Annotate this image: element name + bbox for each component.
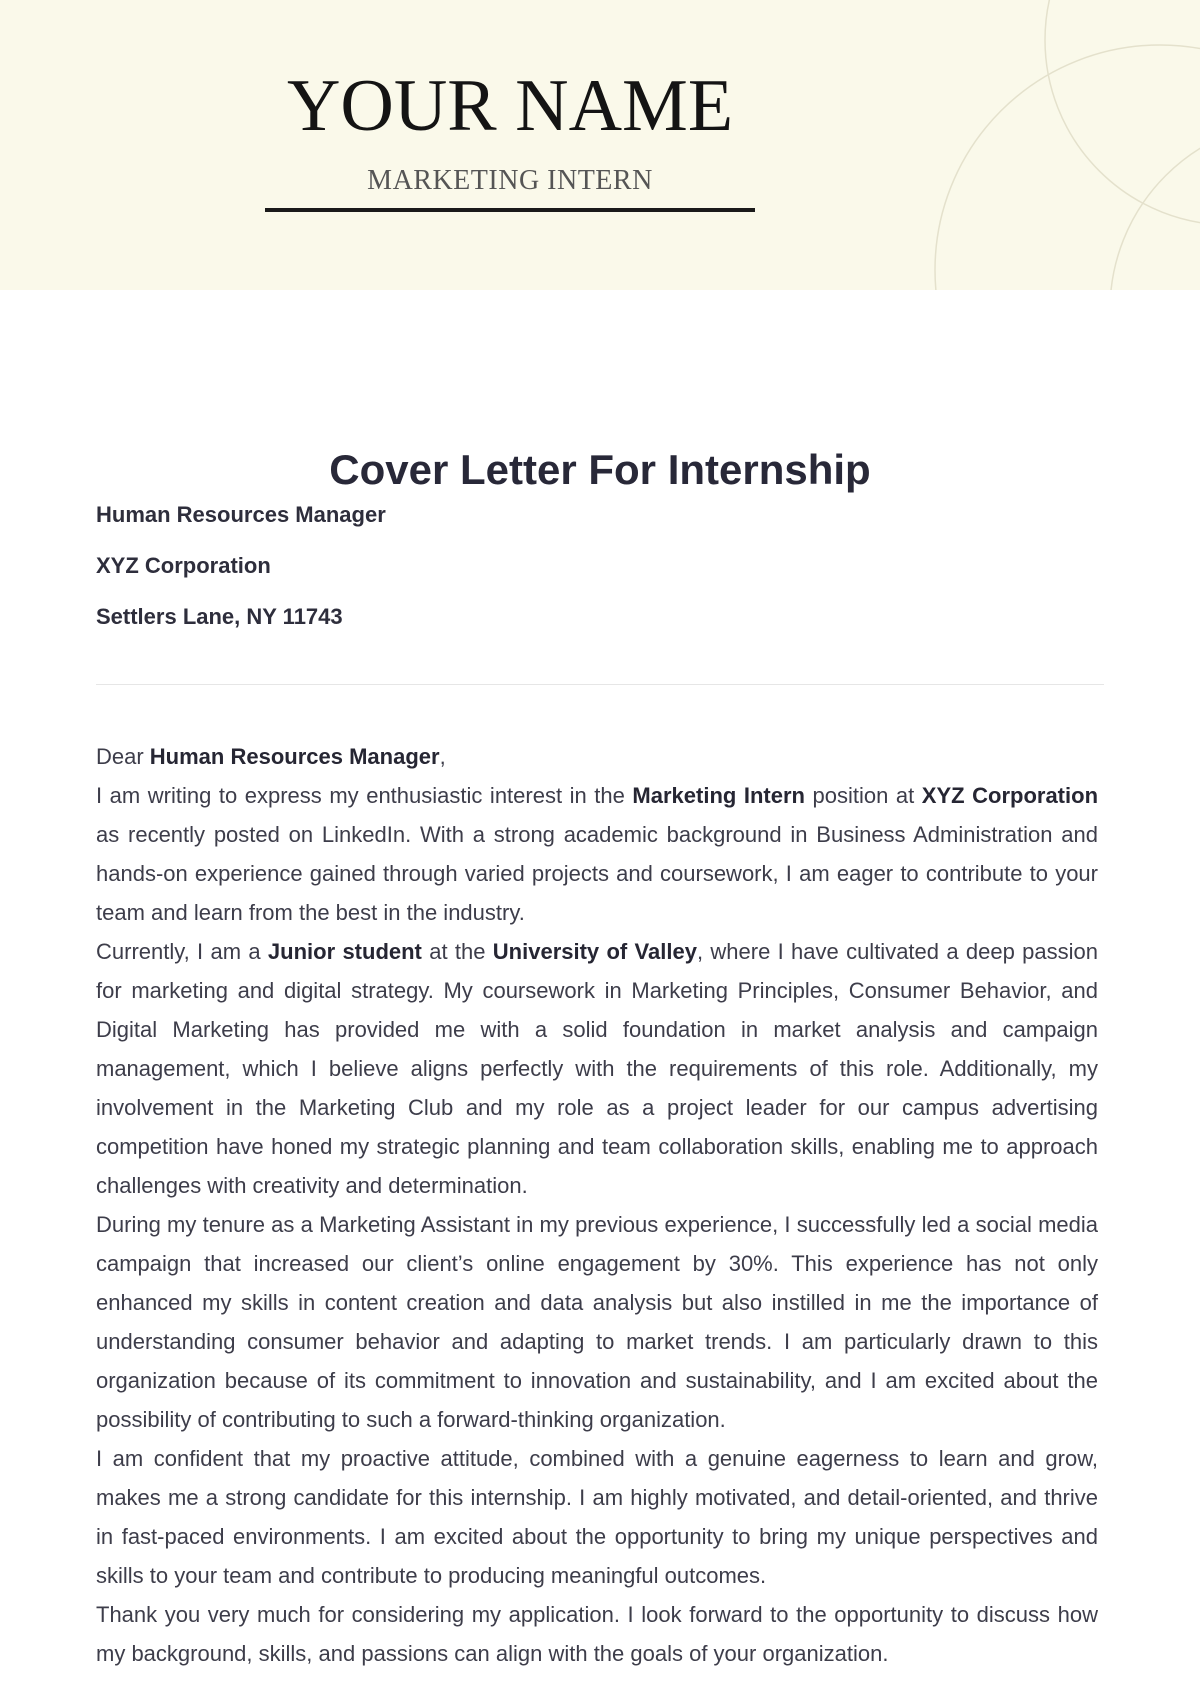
paragraph-education [96,932,1098,1205]
recipient-title: Human Resources Manager [96,502,386,527]
decorative-circle-top [1045,0,1200,225]
decorative-circle-large [935,45,1200,290]
name-underline [265,208,755,212]
paragraph-closing: Thank you very much for considering my application. I look forward to the opportunity to discuss how my background, skills, and passions can align with the goals of your organization. [96,1602,1098,1666]
applicant-role: MARKETING INTERN [367,165,653,196]
salutation-recipient: Human Resources Manager [149,744,440,769]
salutation-suffix: , [439,744,446,769]
paragraph-experience: During my tenure as a Marketing Assistant in my previous experience, I successfully led a social media campaign that increased our client’s online engagement by 30%. This experience has not only enhanced my skills in content creation and data analysis but also instilled in me the importance of understanding consumer behavior and adapting to market trends. I am particularly drawn to this organization because of its commitment to innovation and sustainability, and I am excited about the possibility of contributing to such a forward-thinking organization. [96,1212,1098,1432]
recipient-company: XYZ Corporation [96,553,271,578]
letter-body [96,737,1098,1673]
paragraph-education-text: , where I have cultivated a deep passion for marketing and digital strategy. My coursework in Marketing Principles, Consumer Behavior, and Digital Marketing has provided me with a solid foundation in market analysis and campaign management, which I believe aligns perfectly with the requirements of this role. Additionally, my involvement in the Marketing Club and my role as a project leader for our campus advertising competition have honed my strategic planning and team collaboration skills, enabling me to approach challenges with creativity and determination. [96,939,1098,1198]
paragraph-education-text: Currently, I am a [96,939,268,964]
salutation-prefix: Dear [96,744,150,769]
paragraph-qualities: I am confident that my proactive attitude, combined with a genuine eagerness to learn and grow, makes me a strong candidate for this internship. I am highly motivated, and detail-oriented, and thrive in fast-paced environments. I am excited about the opportunity to bring my unique perspectives and skills to your team and contribute to producing meaningful outcomes. [96,1446,1098,1588]
paragraph-intro-text: as recently posted on LinkedIn. With a strong academic background in Business Administration and hands-on experience gained through varied projects and coursework, I am eager to contribute to your team and learn from the best in the industry. [96,822,1098,925]
paragraph-education-text: at the [421,939,493,964]
paragraph-intro [96,776,1098,932]
salutation [96,737,1098,776]
university-name: University of Valley [492,939,697,964]
page-title: Cover Letter For Internship [329,446,871,493]
header-band [0,0,1200,290]
company-name: XYZ Corporation [921,783,1099,808]
recipient-address: Settlers Lane, NY 11743 [96,604,343,629]
applicant-name: YOUR NAME [286,65,734,147]
position-name: Marketing Intern [632,783,805,808]
paragraph-intro-text: position at [804,783,922,808]
decorative-circle-right [1110,120,1200,290]
section-divider [96,684,1104,685]
paragraph-intro-text: I am writing to express my enthusiastic interest in the [96,783,633,808]
student-status: Junior student [267,939,422,964]
